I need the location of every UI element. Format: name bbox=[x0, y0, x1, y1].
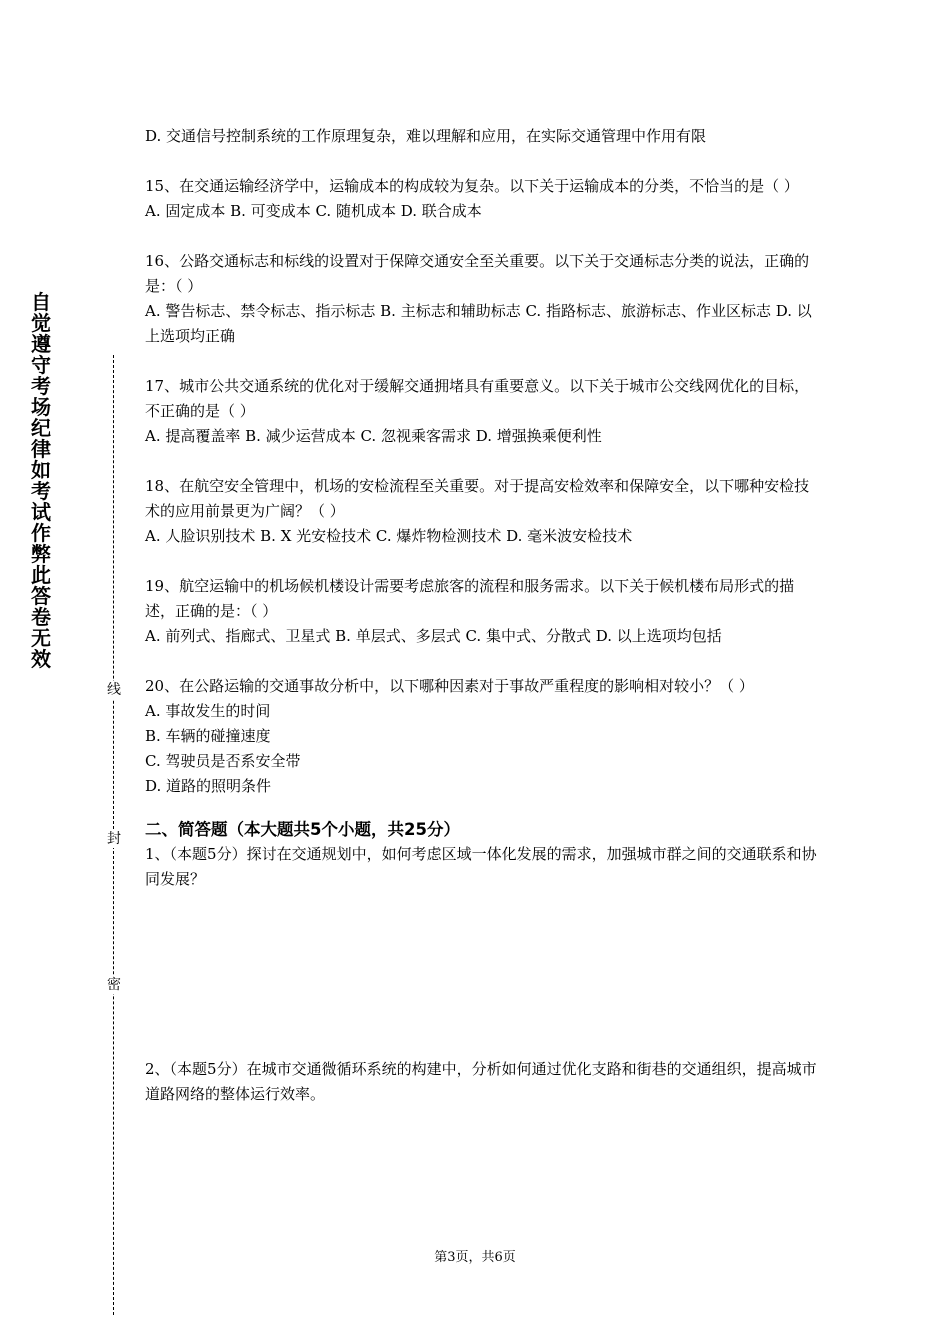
question-options: A. 提高覆盖率 B. 减少运营成本 C. 忽视乘客需求 D. 增强换乘便利性 bbox=[145, 427, 602, 445]
seal-char-feng: 封 bbox=[104, 830, 124, 848]
question-19 bbox=[145, 574, 817, 649]
question-options: A. 人脸识别技术 B. X 光安检技术 C. 爆炸物检测技术 D. 毫米波安检技术 bbox=[145, 527, 633, 545]
question-20 bbox=[145, 674, 817, 799]
question-15 bbox=[145, 174, 817, 224]
question-text: D. 交通信号控制系统的工作原理复杂，难以理解和应用，在实际交通管理中作用有限 bbox=[145, 127, 707, 145]
short-answer-2: 2、（本题5分）在城市交通微循环系统的构建中，分析如何通过优化支路和街巷的交通组织，提高城市道路网络的整体运行效率。 bbox=[145, 1060, 817, 1103]
question-text: 17、城市公共交通系统的优化对于缓解交通拥堵具有重要意义。以下关于城市公交线网优化的目标，不正确的是（ ） bbox=[145, 377, 810, 420]
seal-char-line: 线 bbox=[104, 681, 124, 699]
page-number: 第3页，共6页 bbox=[434, 1250, 516, 1265]
exam-discipline-notice: 自觉遵守考场纪律如考试作弊此答卷无效 bbox=[31, 290, 51, 671]
option-d: D. 道路的照明条件 bbox=[145, 777, 272, 795]
question-text: 18、在航空安全管理中，机场的安检流程至关重要。对于提高安检效率和保障安全，以下哪种安检技术的应用前景更为广阔？（ ） bbox=[145, 477, 810, 520]
question-18 bbox=[145, 474, 817, 549]
question-options: A. 警告标志、禁令标志、指示标志 B. 主标志和辅助标志 C. 指路标志、旅游标志、作业区标志 D. 以上选项均正确 bbox=[145, 302, 812, 345]
question-14-tail bbox=[145, 124, 817, 149]
option-a: A. 事故发生的时间 bbox=[145, 702, 271, 720]
section-heading: 二、简答题（本大题共5个小题，共25分） bbox=[145, 820, 460, 839]
exam-content bbox=[145, 124, 817, 1107]
question-options: A. 前列式、指廊式、卫星式 B. 单层式、多层式 C. 集中式、分散式 D. 以上选项均包括 bbox=[145, 627, 722, 645]
seal-char-mi: 密 bbox=[104, 976, 124, 994]
question-text: 20、在公路运输的交通事故分析中，以下哪种因素对于事故严重程度的影响相对较小？（ ） bbox=[145, 677, 754, 695]
question-16 bbox=[145, 249, 817, 349]
option-c: C. 驾驶员是否系安全带 bbox=[145, 752, 301, 770]
short-answer-1: 1、（本题5分）探讨在交通规划中，如何考虑区域一体化发展的需求，加强城市群之间的交通联系和协同发展？ bbox=[145, 845, 817, 888]
question-17 bbox=[145, 374, 817, 449]
question-text: 15、在交通运输经济学中，运输成本的构成较为复杂。以下关于运输成本的分类，不恰当的是（ ） bbox=[145, 177, 799, 195]
question-text: 16、公路交通标志和标线的设置对于保障交通安全至关重要。以下关于交通标志分类的说法，正确的是：（ ） bbox=[145, 252, 810, 295]
question-options: A. 固定成本 B. 可变成本 C. 随机成本 D. 联合成本 bbox=[145, 202, 482, 220]
option-b: B. 车辆的碰撞速度 bbox=[145, 727, 271, 745]
answer-space bbox=[145, 892, 817, 1057]
question-text: 19、航空运输中的机场候机楼设计需要考虑旅客的流程和服务需求。以下关于候机楼布局形式的描述，正确的是：（ ） bbox=[145, 577, 795, 620]
